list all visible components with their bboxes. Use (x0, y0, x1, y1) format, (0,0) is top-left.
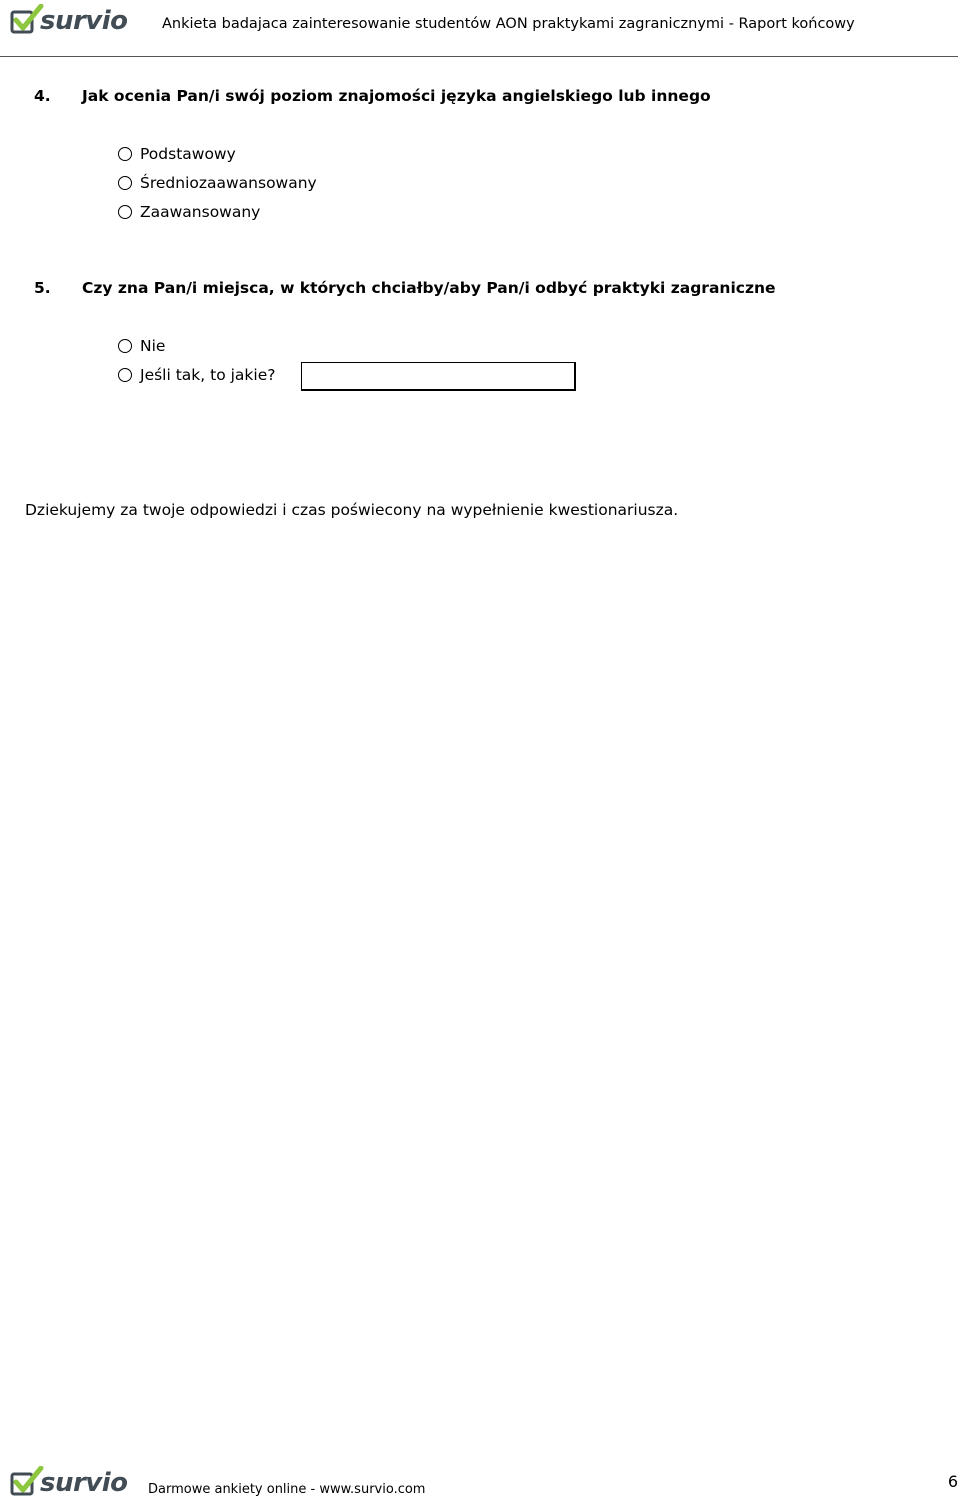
survio-logo (10, 4, 128, 36)
radio-icon[interactable] (118, 368, 132, 382)
question-5-option-nie[interactable] (118, 336, 165, 356)
question-4-option-podstawowy[interactable] (118, 144, 236, 164)
survio-check-icon (10, 4, 44, 36)
page-header (0, 0, 960, 56)
page-number: 6 (947, 1472, 958, 1491)
header-divider (0, 56, 958, 57)
question-5-text: Czy zna Pan/i miejsca, w których chciałby/aby Pan/i odbyć praktyki zagraniczne (82, 279, 776, 297)
question-4-option-zaawansowany[interactable] (118, 202, 260, 222)
question-4-title (34, 86, 711, 106)
radio-icon[interactable] (118, 176, 132, 190)
radio-icon[interactable] (118, 147, 132, 161)
question-5-other-input[interactable] (301, 362, 576, 391)
question-4-option-sredniozaawansowany[interactable] (118, 173, 317, 193)
option-label: Zaawansowany (140, 203, 261, 221)
option-label: Nie (140, 337, 166, 355)
thank-you-message: Dziekujemy za twoje odpowiedzi i czas poświecony na wypełnienie kwestionariusza. (25, 501, 679, 519)
survio-check-icon (10, 1466, 44, 1498)
footer-link-text[interactable]: Darmowe ankiety online - www.survio.com (148, 1482, 426, 1497)
question-5-title (34, 278, 776, 298)
radio-icon[interactable] (118, 339, 132, 353)
question-5-number: 5. (34, 279, 51, 297)
option-label: Podstawowy (140, 145, 236, 163)
option-label: Średniozaawansowany (140, 174, 317, 192)
option-label: Jeśli tak, to jakie? (140, 366, 276, 384)
survio-logo-text: survio (40, 6, 128, 36)
question-4-text: Jak ocenia Pan/i swój poziom znajomości języka angielskiego lub innego (82, 87, 711, 105)
report-title: Ankieta badajaca zainteresowanie studentów AON praktykami zagranicznymi - Raport końcowy (162, 16, 855, 32)
survio-footer-logo (10, 1466, 128, 1498)
question-5-option-jesli-tak[interactable] (118, 365, 275, 385)
radio-icon[interactable] (118, 205, 132, 219)
question-4-number: 4. (34, 87, 51, 105)
survio-logo-text: survio (40, 1468, 128, 1498)
